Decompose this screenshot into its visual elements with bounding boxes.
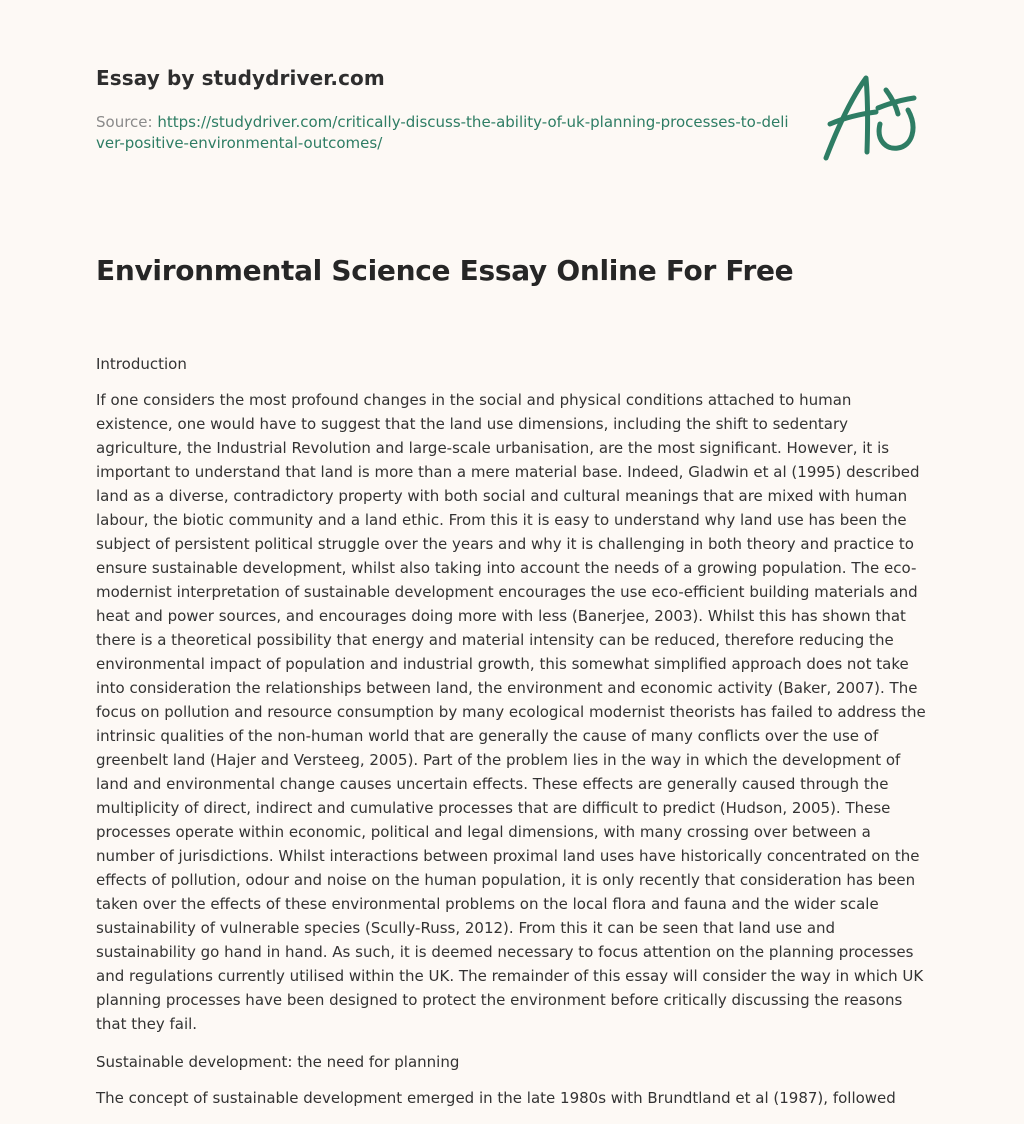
essay-body: [96, 352, 928, 1124]
source-line: [96, 112, 796, 154]
source-label: Source:: [96, 113, 158, 131]
source-link[interactable]: https://studydriver.com/critically-discuss-the-ability-of-uk-planning-processes-to-deliver-positive-environmental-outcomes/: [96, 113, 789, 152]
section-heading-sustainable-development: Sustainable development: the need for planning: [96, 1053, 460, 1071]
body-paragraph: If one considers the most profound changes in the social and physical conditions attached to human existence, one would have to suggest that the land use dimensions, including the shift to sedentary agriculture, the Industrial Revolution and large-scale urbanisation, are the most significant. However, it is important to understand that land is more than a mere material base. Indeed, Gladwin et al (1995) described land as a diverse, contradictory property with both social and cultural meanings that are mixed with human labour, the biotic community and a land ethic. From this it is easy to understand why land use has been the subject of persistent political struggle over the years and why it is challenging in both theory and practice to ensure sustainable development, whilst also taking into account the needs of a growing population. The eco-modernist interpretation of sustainable development encourages the use eco-efficient building materials and heat and power sources, and encourages doing more with less (Banerjee, 2003). Whilst this has shown that there is a theoretical possibility that energy and material intensity can be reduced, therefore reducing the environmental impact of population and industrial growth, this somewhat simplified approach does not take into consideration the relationships between land, the environment and economic activity (Baker, 2007). The focus on pollution and resource consumption by many ecological modernist theorists has failed to address the intrinsic qualities of the non-human world that are generally the cause of many conflicts over the use of greenbelt land (Hajer and Versteeg, 2005). Part of the problem lies in the way in which the development of land and environmental change causes uncertain effects. These effects are generally caused through the multiplicity of direct, indirect and cumulative processes that are difficult to predict (Hudson, 2005). These processes operate within economic, political and legal dimensions, with many crossing over between a number of jurisdictions. Whilst interactions between proximal land uses have historically concentrated on the effects of pollution, odour and noise on the human population, it is only recently that consideration has been taken over the effects of these environmental problems on the local flora and fauna and the wider scale sustainability of vulnerable species (Scully-Russ, 2012). From this it can be seen that land use and sustainability go hand in hand. As such, it is deemed necessary to focus attention on the planning processes and regulations currently utilised within the UK. The remainder of this essay will consider the way in which UK planning processes have been designed to protect the environment before critically discussing the reasons that they fail.: [96, 391, 926, 1033]
body-paragraph: The concept of sustainable development emerged in the late 1980s with Brundtland et al (1987), followed: [96, 1089, 896, 1107]
section-heading-introduction: Introduction: [96, 355, 187, 373]
site-brand: Essay by studydriver.com: [96, 66, 385, 90]
page-title: Environmental Science Essay Online For Free: [96, 254, 794, 287]
a-plus-grade-logo-icon: [820, 68, 924, 164]
